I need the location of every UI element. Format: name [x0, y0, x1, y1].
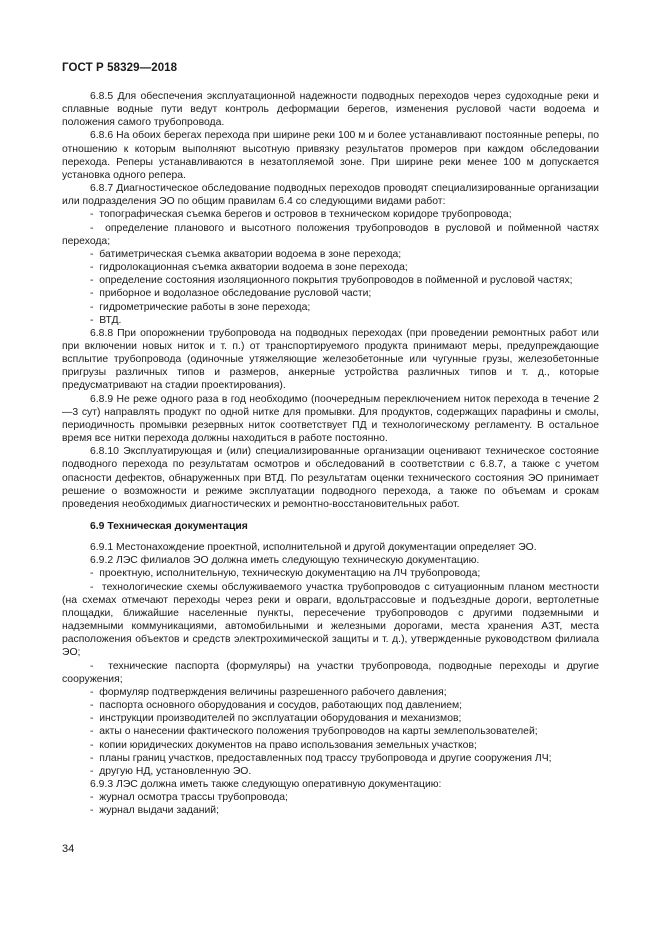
list-item: - копии юридических документов на право использования земельных участков;	[62, 739, 599, 752]
paragraph: 6.8.6 На обоих берегах перехода при ширине реки 100 м и более устанавливают постоянные реперы, по отношению к которым выполняют высотную привязку результатов промеров при каждом обследовании перехода. Реперы устанавливаются в незатопляемой зоне. При ширине реки менее 100 м допускается установка одного репера.	[62, 130, 599, 181]
section-6-9-text	[62, 541, 599, 817]
list-item: - топографическая съемка берегов и островов в техническом коридоре трубопровода;	[62, 208, 599, 221]
list-item: - проектную, исполнительную, техническую документацию на ЛЧ трубопровода;	[62, 567, 599, 580]
paragraph: 6.8.8 При опорожнении трубопровода на подводных переходах (при проведении ремонтных работ или при включении новых ниток и т. п.) от транспортируемого продукта принимают меры, предупреждающие всплытие трубопровода (одиночные утяжеляющие железобетонные или чугунные грузы, железобетонные пригрузы различных типов и размеров, анкерные устройства различных типов и т. д., которые предусматривают на стадии проектирования).	[62, 327, 599, 392]
list-item: - журнал осмотра трассы трубопровода;	[62, 791, 599, 804]
list-item: - батиметрическая съемка акватории водоема в зоне перехода;	[62, 248, 599, 261]
paragraph: 6.8.9 Не реже одного раза в год необходимо (поочередным переключением ниток перехода в течение 2—3 сут) направлять продукт по одной нитке для промывки. Для продуктов, содержащих парафины и смолы, периодичность промывки резервных ниток соответствует ПД и технологическому регламенту. В остальное время все нитки перехода должны находиться в работе постоянно.	[62, 393, 599, 445]
section-6-8-text	[62, 90, 599, 511]
list-item: - ВТД.	[62, 314, 599, 327]
list-item: - паспорта основного оборудования и сосудов, работающих под давлением;	[62, 699, 599, 712]
list-item: - планы границ участков, предоставленных под трассу трубопровода и другие сооружения ЛЧ;	[62, 752, 599, 765]
page-number: 34	[62, 843, 75, 855]
list-item: - гидролокационная съемка акватории водоема в зоне перехода;	[62, 261, 599, 274]
list-item: - инструкции производителей по эксплуатации оборудования и механизмов;	[62, 712, 599, 725]
list-item: - технологические схемы обслуживаемого участка трубопроводов с ситуационным планом местности (на схемах отмечают переходы через реки и овраги, вдольтрассовые и подъездные дороги, вертолетные площадки, ближайшие населенные пункты, пересечение трубопроводов с другими подземными и надземными коммуникациями, автомобильными и железными дорогами, места хранения АЗТ, места расположения объектов и средств электрохимической защиты и т. д.), утвержденные руководством филиала ЭО;	[62, 581, 599, 660]
paragraph: 6.9.1 Местонахождение проектной, исполнительной и другой документации определяет ЭО.	[90, 542, 537, 554]
list-item: - журнал выдачи заданий;	[62, 804, 599, 817]
document-body	[62, 90, 599, 817]
list-item: - формуляр подтверждения величины разрешенного рабочего давления;	[62, 686, 599, 699]
document-header: ГОСТ Р 58329—2018	[62, 62, 178, 74]
list-item: - технические паспорта (формуляры) на участки трубопровода, подводные переходы и другие сооружения;	[62, 660, 599, 686]
paragraph: 6.9.2 ЛЭС филиалов ЭО должна иметь следующую техническую документацию.	[90, 555, 480, 567]
list-item: - определение состояния изоляционного покрытия трубопроводов в пойменной и русловой частях;	[62, 274, 599, 287]
paragraph: 6.8.5 Для обеспечения эксплуатационной надежности подводных переходов через судоходные реки и сплавные водные пути ведут контроль деформации берегов, изменения русловой части водоема и положения самого трубопровода.	[62, 91, 599, 129]
paragraph: 6.8.10 Эксплуатирующая и (или) специализированные организации оценивают техническое состояние подводного перехода по результатам осмотров и обследований в соответствии с 6.8.7, а также с учетом опасности дефектов, обнаруженных при ВТД. По результатам оценки технического состояния ЭО принимает решение о возможности и режиме эксплуатации подводного перехода, а также по объемам и срокам проведения необходимых диагностических и ремонтно-восстановительных работ.	[62, 446, 599, 510]
list-item: - приборное и водолазное обследование русловой части;	[62, 287, 599, 300]
list-item: - определение планового и высотного положения трубопроводов в русловой и пойменной частях перехода;	[62, 222, 599, 248]
list-item: - другую НД, установленную ЭО.	[62, 765, 599, 778]
list-item: - гидрометрические работы в зоне перехода;	[62, 301, 599, 314]
paragraph: 6.9.3 ЛЭС должна иметь также следующую оперативную документацию:	[90, 778, 442, 790]
section-title: 6.9 Техническая документация	[90, 521, 248, 532]
list-item: - акты о нанесении фактического положения трубопроводов на карты землепользователей;	[62, 725, 599, 738]
paragraph: 6.8.7 Диагностическое обследование подводных переходов проводят специализированные организации или подразделения ЭО по общим правилам 6.4 со следующими видами работ:	[62, 183, 599, 208]
